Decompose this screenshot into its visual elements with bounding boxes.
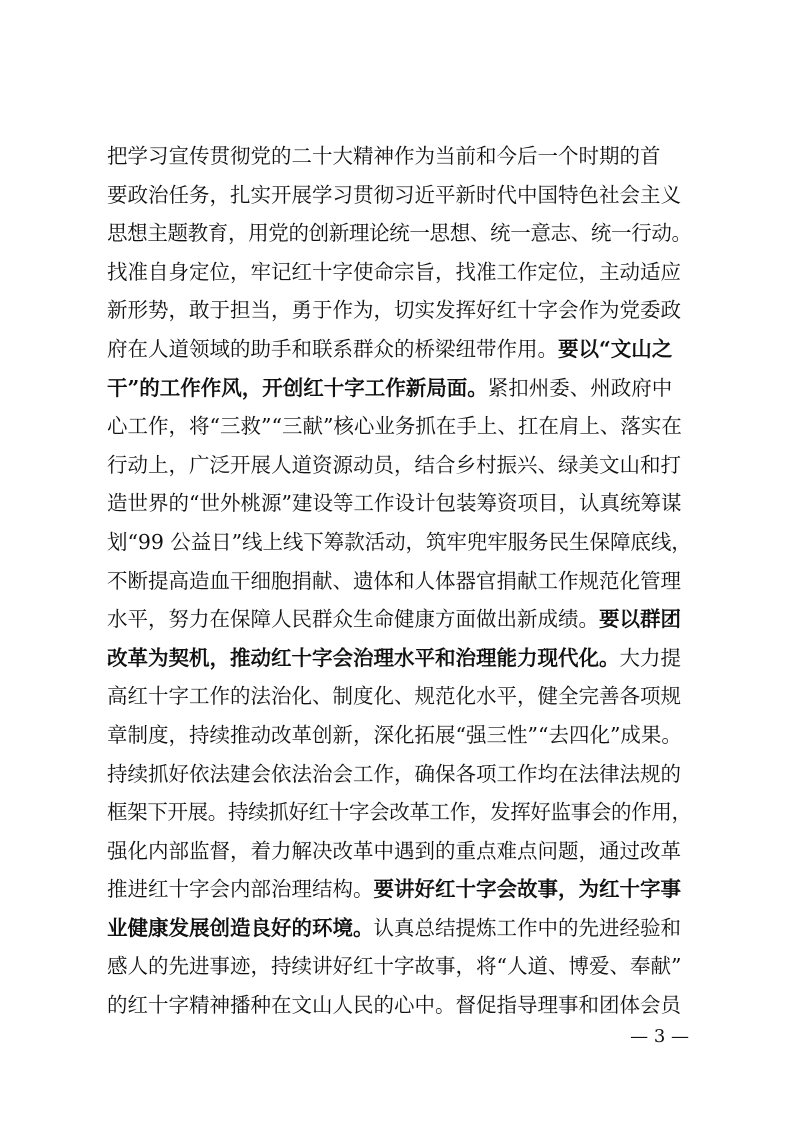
text-line [107, 947, 692, 986]
body-text [107, 137, 692, 1025]
text-segment: 把学习宣传贯彻党的二十大精神作为当前和今后一个时期的首 [107, 144, 661, 168]
text-line [107, 446, 692, 485]
text-segment: 认真总结提炼工作中的先进经验和 [373, 915, 681, 940]
text-line [107, 639, 692, 678]
text-line [107, 484, 692, 523]
text-segment: 要政治任务，扎实开展学习贯彻习近平新时代中国特色社会主义 [107, 182, 681, 207]
text-line [107, 330, 692, 369]
text-segment: 感人的先进事迹，持续讲好红十字故事，将“人道、博爱、奉献” [107, 954, 682, 979]
text-line [107, 677, 692, 716]
text-line [107, 755, 692, 794]
text-segment: 水平，努力在保障人民群众生命健康方面做出新成绩。 [107, 607, 599, 632]
text-segment: 框架下开展。持续抓好红十字会改革工作，发挥好监事会的作用， [107, 800, 692, 825]
text-segment: 心工作，将“三救”“三献”核心业务抓在手上、扛在肩上、落实在 [107, 414, 682, 439]
text-line [107, 369, 692, 408]
text-segment: 紧扣州委、州政府中 [487, 375, 673, 400]
text-line [107, 291, 692, 330]
text-segment: 推进红十字会内部治理结构。 [107, 877, 374, 902]
text-line [107, 716, 692, 755]
text-segment: 思想主题教育，用党的创新理论统一思想、统一意志、统一行动。 [107, 221, 692, 246]
text-segment: 府在人道领域的助手和联系群众的桥梁纽带作用。 [107, 336, 558, 361]
text-line [107, 214, 692, 253]
text-segment: 新形势，敢于担当，勇于作为，切实发挥好红十字会作为党委政 [107, 298, 681, 323]
text-segment: 章制度，持续推动改革创新，深化拓展“强三性”“去四化”成果。 [107, 722, 682, 747]
text-line [107, 176, 692, 215]
text-segment: 造世界的“世外桃源”建设等工作设计包装筹资项目，认真统筹谋 [107, 491, 682, 516]
page-number: — 3 — [630, 1026, 689, 1047]
text-segment: 的红十字精神播种在文山人民的心中。督促指导理事和团体会员 [107, 993, 681, 1018]
text-segment: 大力提 [619, 645, 681, 670]
text-segment: 不断提高造血干细胞捐献、遗体和人体器官捐献工作规范化管理 [107, 568, 681, 593]
bold-text-segment: 要以群团 [599, 607, 681, 632]
bold-text-segment: 业健康发展创造良好的环境。 [107, 915, 374, 940]
text-line [107, 793, 692, 832]
text-line [107, 137, 692, 176]
text-line [107, 909, 692, 948]
bold-text-segment: 改革为契机，推动红十字会治理水平和治理能力现代化。 [107, 645, 620, 670]
text-line [107, 253, 692, 292]
text-line [107, 986, 692, 1025]
bold-text-segment: 要讲好红十字会故事，为红十字事 [373, 877, 681, 902]
bold-text-segment: 要以“文山之 [558, 336, 673, 361]
text-segment: 行动上，广泛开展人道资源动员，结合乡村振兴、绿美文山和打 [107, 452, 681, 477]
text-line [107, 562, 692, 601]
text-segment: 划“99 公益日”线上线下筹款活动，筑牢兜牢服务民生保障底线， [107, 529, 692, 554]
text-segment: 强化内部监督，着力解决改革中遇到的重点难点问题，通过改革 [107, 838, 681, 863]
text-segment: 找准自身定位，牢记红十字使命宗旨，找准工作定位，主动适应 [107, 259, 681, 284]
text-line [107, 870, 692, 909]
text-line [107, 600, 692, 639]
text-line [107, 523, 692, 562]
bold-text-segment: 干”的工作作风，开创红十字工作新局面。 [107, 375, 488, 400]
text-segment: 高红十字工作的法治化、制度化、规范化水平，健全完善各项规 [107, 684, 681, 709]
text-line [107, 407, 692, 446]
text-segment: 持续抓好依法建会依法治会工作，确保各项工作均在法律法规的 [107, 761, 681, 786]
text-line [107, 832, 692, 871]
